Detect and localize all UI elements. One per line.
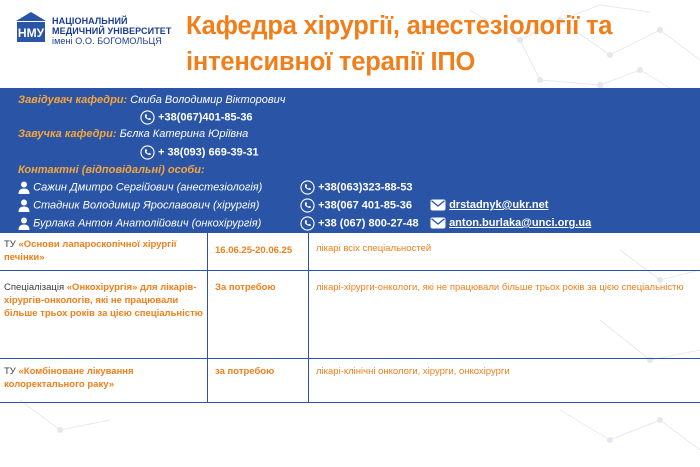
deputy-phone-row xyxy=(140,145,259,160)
person-name: Бурлака Антон Анатолійович (онкохірургія) xyxy=(33,217,262,230)
university-logo xyxy=(14,10,172,46)
person-email-row xyxy=(430,217,591,229)
university-emblem-icon xyxy=(14,10,48,44)
person-phone-row xyxy=(300,216,419,231)
course-audience-cell: лікарі всіх спеціальностей xyxy=(316,243,432,254)
head-of-department-row xyxy=(18,94,285,106)
deputy-phone[interactable]: + 38(093) 669-39-31 xyxy=(158,146,259,159)
course-highlight: «Онкохірургія» для лікарів-хірургів-онкологів, які не працювали більше трьох років за цією спеціальністю xyxy=(4,282,203,319)
phone-icon xyxy=(300,198,315,213)
course-dates-cell: За потребою xyxy=(209,271,309,358)
course-title-cell xyxy=(0,271,208,358)
phone-icon xyxy=(300,180,315,195)
phone-icon xyxy=(140,110,155,125)
person-phone-row xyxy=(300,198,412,213)
person-icon xyxy=(18,199,30,212)
table-row xyxy=(0,358,700,402)
phone-icon xyxy=(300,216,315,231)
page-title xyxy=(186,8,612,80)
course-prefix: Спеціалізація xyxy=(4,282,67,293)
course-prefix: ТУ xyxy=(4,239,19,250)
svg-text:НМУ: НМУ xyxy=(17,26,45,40)
head-name: Скиба Володимир Вікторович xyxy=(130,94,286,106)
logo-line-1: НАЦІОНАЛЬНИЙ xyxy=(52,16,128,26)
person-name: Стадник Володимир Ярославович (хірургія) xyxy=(33,199,260,212)
person-name: Сажин Дмитро Сергійович (анестезіологія) xyxy=(33,181,263,194)
deputy-label: Завучка кафедри: xyxy=(18,128,117,140)
course-dates-cell: за потребою xyxy=(209,359,309,402)
title-line-1: Кафедра хірургії, анестезіології та xyxy=(186,12,613,40)
course-title-cell xyxy=(0,359,208,402)
table-bottom-border xyxy=(0,402,700,403)
head-phone-row xyxy=(140,110,253,125)
person-email-link[interactable]: drstadnyk@ukr.net xyxy=(449,199,549,211)
person-email-row xyxy=(430,199,548,211)
course-highlight: «Комбіноване лікування колоректального раку» xyxy=(4,366,134,390)
person-icon xyxy=(18,181,30,194)
email-icon xyxy=(430,217,446,229)
person-phone-row xyxy=(300,180,413,195)
course-highlight: «Основи лапароскопічної хірургії печінки» xyxy=(4,239,177,263)
logo-line-3: імені О.О. БОГОМОЛЬЦЯ xyxy=(52,36,162,46)
head-phone[interactable]: +38(067)401-85-36 xyxy=(158,111,253,124)
course-audience-cell: лікарі-хірурги-онкологи, які не працювали більше трьох років за цією спеціальністю xyxy=(316,282,684,293)
person-row xyxy=(18,217,261,230)
person-icon xyxy=(18,217,30,230)
course-prefix: ТУ xyxy=(4,366,19,377)
email-icon xyxy=(430,199,446,211)
title-line-2: інтенсивної терапії ІПО xyxy=(186,48,476,76)
course-audience-cell: лікарі-клінічні онкологи, хірурги, онкохірурги xyxy=(316,366,510,377)
head-label: Завідувач кафедри: xyxy=(18,94,128,106)
course-dates-cell: 16.06.25-20.06.25 xyxy=(209,233,309,270)
deputy-row xyxy=(18,128,248,140)
responsible-label-row xyxy=(18,164,205,176)
person-phone[interactable]: +38(063)323-88-53 xyxy=(318,181,413,194)
person-phone[interactable]: +38(067 401-85-36 xyxy=(318,199,412,212)
deputy-name: Бєлка Катерина Юріївна xyxy=(119,128,249,140)
person-row xyxy=(18,199,259,212)
logo-line-2: МЕДИЧНИЙ УНІВЕРСИТЕТ xyxy=(52,26,172,36)
person-row xyxy=(18,181,262,194)
person-email-link[interactable]: anton.burlaka@unci.org.ua xyxy=(449,217,592,229)
course-title-cell xyxy=(0,233,208,270)
responsible-label: Контактні (відповідальні) особи: xyxy=(18,164,205,176)
table-row xyxy=(0,270,700,358)
person-phone[interactable]: +38 (067) 800-27-48 xyxy=(318,217,419,230)
phone-icon xyxy=(140,145,155,160)
table-row xyxy=(0,232,700,270)
contacts-panel xyxy=(0,88,700,232)
